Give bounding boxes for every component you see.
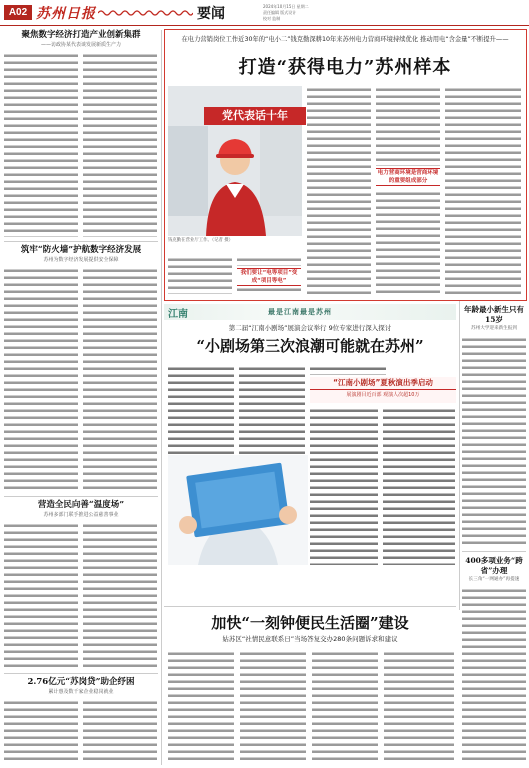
left-article-2 [4,244,158,264]
right-article-1 [462,305,526,332]
feature-body [376,190,440,294]
article-subtitle: ——访政协某代表谈发展新质生产力 [40,42,121,48]
banner-label: 江南 [168,309,188,320]
article-body [83,699,157,764]
center-body [310,407,378,565]
feature-kicker: 在电力营销岗位工作近30年的“电小二”钱克勤深耕10年来苏州电力营商环境持续优化 推动用电“含金量”不断提升—— [181,36,509,43]
article-subtitle: 苏州为数字经济发展提供安全保障 [43,257,119,263]
photo-caption: 钱克勤在营业厅工作。（记者 摄） [168,238,234,243]
center-title: “小剧场第三次浪潮可能就在苏州” [196,337,424,355]
folder-photo [168,455,308,565]
wave-decoration-icon [98,9,193,17]
box-subtitle: 展演剧目近百部 观演人次超10万 [346,392,420,398]
article-body [83,267,157,492]
left-article-1 [4,29,158,49]
newspaper-logo: 苏州日报 [36,6,96,22]
column-divider [161,30,162,765]
feature-badge: 党代表话十年 [204,107,306,125]
article-title: 营造全民向善“温度场” [37,500,125,510]
article-body [4,699,78,764]
page-header [0,0,529,26]
pull-quote: 电力营商环境是营商环境的重要组成部分 [377,170,439,184]
header-rule [0,25,529,26]
article-title: 年龄最小新生只有15岁 [464,305,524,324]
right-article-2 [462,556,526,583]
divider [4,241,158,242]
feature-body [237,286,301,294]
feature-title: 打造“获得电力”苏州样本 [238,57,452,78]
feature-body [376,86,440,166]
feature-body [237,256,301,266]
article-body [83,52,157,237]
center-body [383,407,455,565]
bottom-body [240,650,306,762]
center-boxed-header [310,377,456,403]
article-subtitle: 长三角“一网通办”再提速 [468,577,520,582]
column-divider [459,300,460,610]
left-article-4 [4,676,158,696]
article-body [4,522,78,670]
article-body [4,267,78,492]
divider [4,496,158,497]
article-title: 400多项业务“跨省”办理 [465,556,523,575]
pull-quote: 我们要让“电等项目”变成“项目等电” [237,268,301,286]
feature-body [168,256,232,294]
left-article-3 [4,499,158,519]
article-title: 聚焦数字经济打造产业创新集群 [21,30,141,40]
divider [4,673,158,674]
article-body [83,522,157,670]
article-body [4,52,78,237]
center-body [310,365,386,375]
article-subtitle: 苏州多部门联手推进公益慈善事业 [43,512,119,518]
folder-illustration-icon [168,455,308,565]
center-kicker: 第二届“江南小剧场”展演会议举行 9位专家进行深入探讨 [228,324,392,332]
divider [164,606,456,607]
header-info: 2024年10月15日 星期二 责任编辑 版式设计 校对 监制 [263,4,309,21]
article-subtitle: 苏州大学迎来新生报到 [471,326,517,331]
box-title: “江南小剧场”夏秋演出季启动 [310,377,456,390]
bottom-subtitle: 姑苏区“社情民意联系日”当场答复交办280条问题诉求和建议 [222,635,398,643]
feature-body [445,86,521,294]
feature-body [307,86,371,294]
section-name: 要闻 [197,6,225,22]
article-title: 筑牢“防火墙”护航数字经济发展 [20,245,142,255]
article-subtitle: 累计惠及数千家企业稳岗就业 [48,689,114,695]
bottom-body [168,650,234,762]
article-body [462,587,526,762]
page-number: A02 [4,5,32,20]
bottom-body [312,650,378,762]
banner-text: 最是江南最是苏州 [268,308,332,316]
divider [462,551,526,552]
bottom-title: 加快“一刻钟便民生活圈”建设 [211,614,409,632]
bottom-body [384,650,454,762]
article-title: 2.76亿元“苏岗贷”助企纾困 [27,677,135,687]
jiangnan-banner [164,304,456,320]
article-body [462,336,526,548]
